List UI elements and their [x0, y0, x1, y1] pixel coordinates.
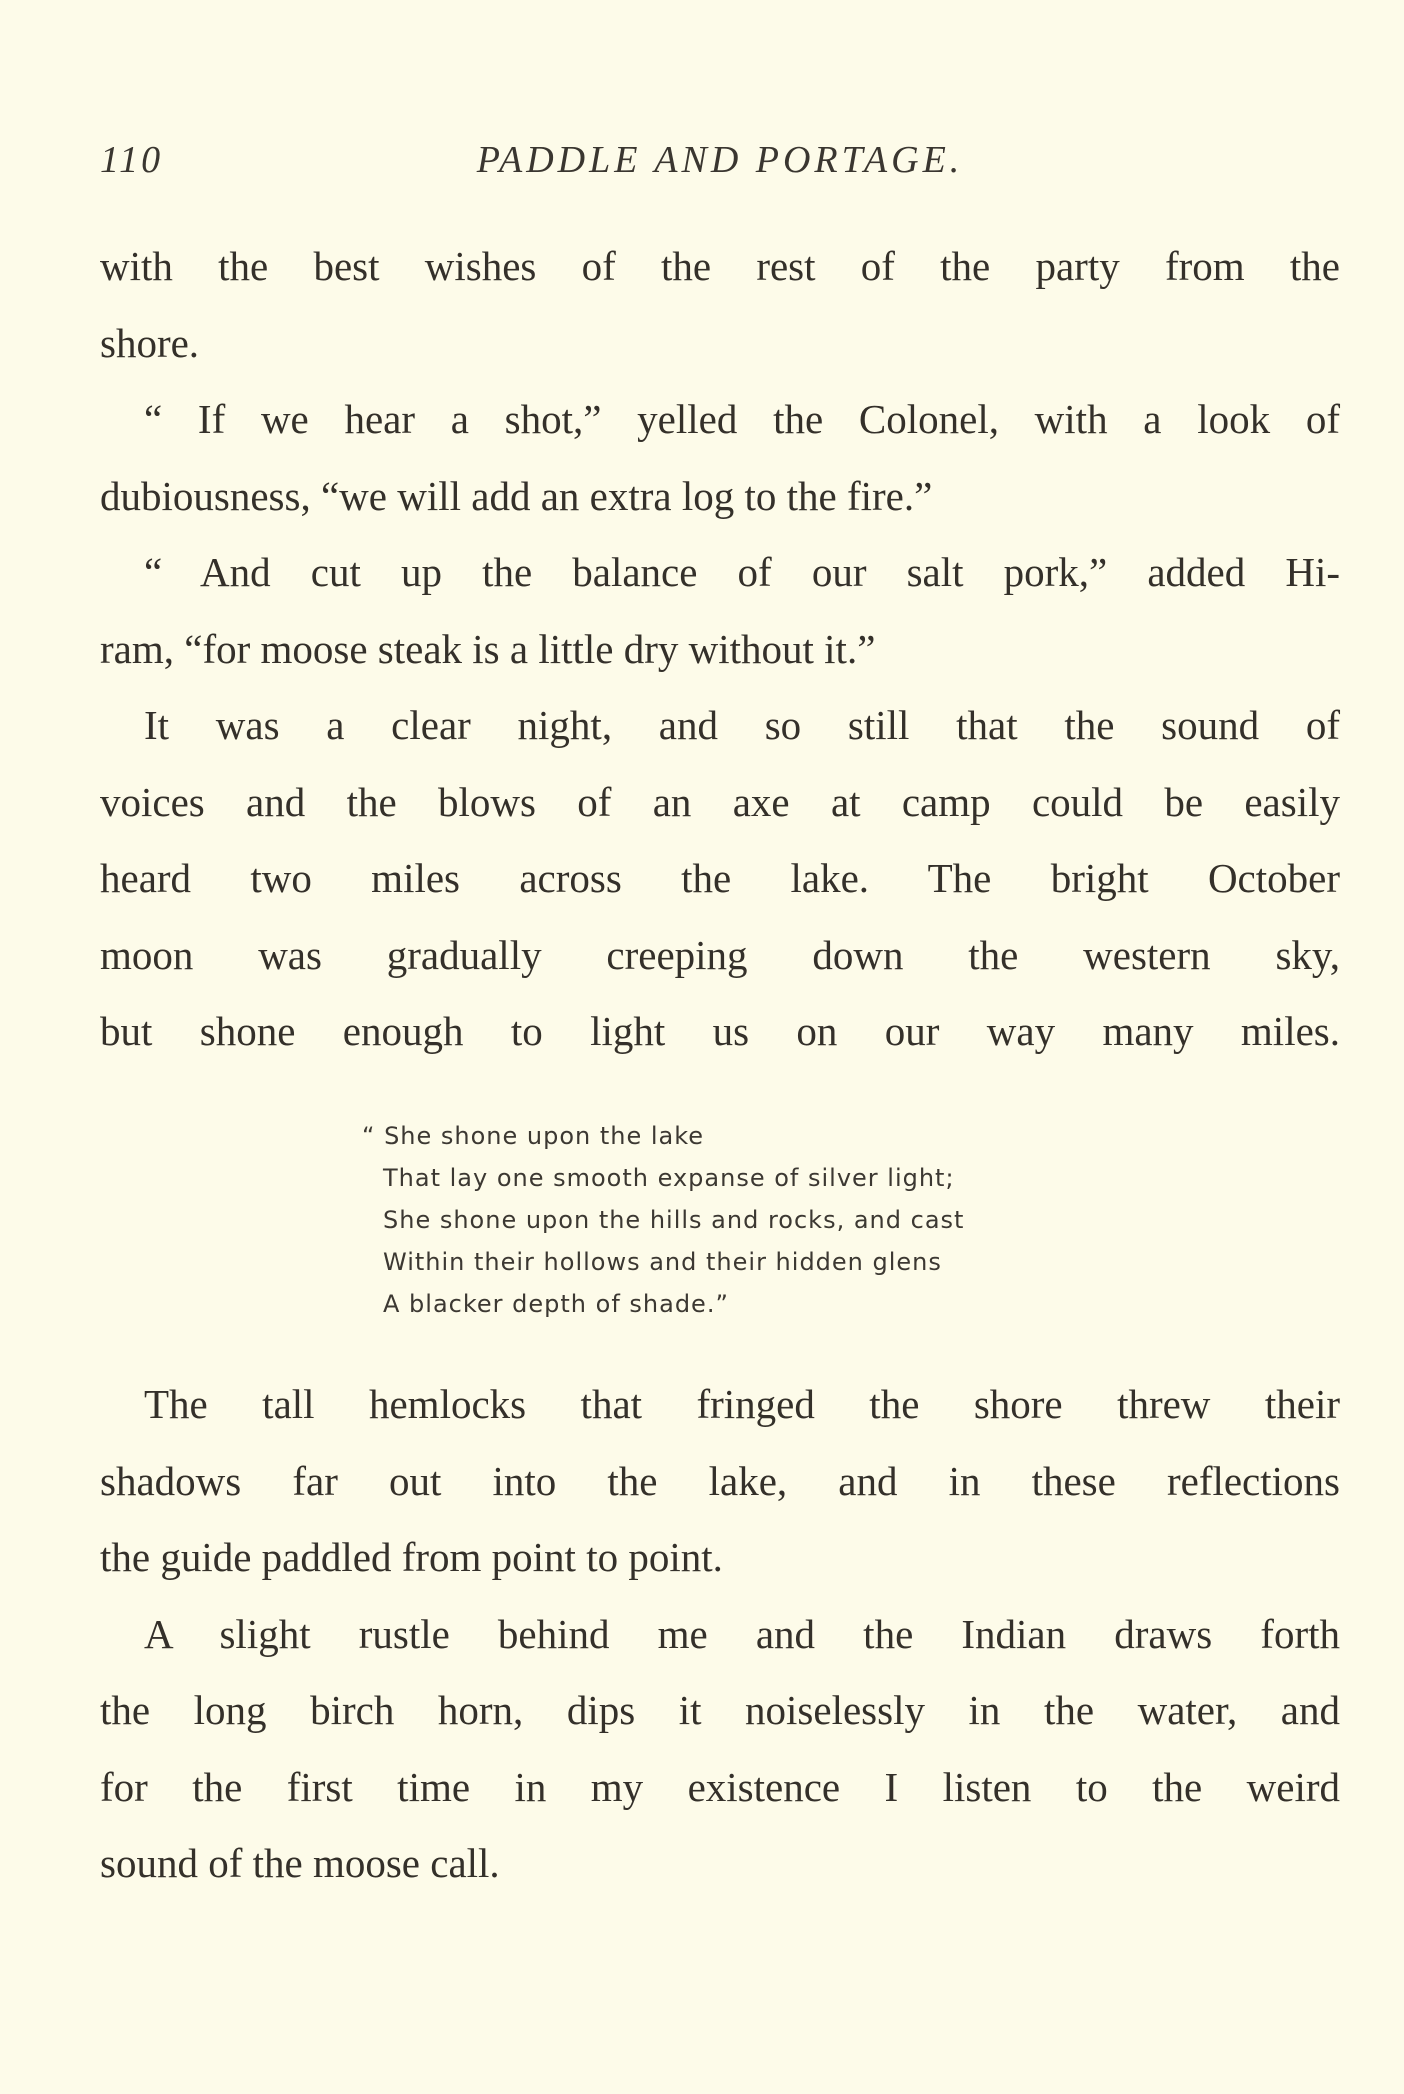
text-line: “ And cut up the balance of our salt pork,” added Hi- — [144, 549, 1340, 595]
paragraph-hiram — [100, 534, 1340, 687]
running-head — [100, 138, 1340, 198]
text-line: dubiousness, “we will add an extra log to the fire.” — [100, 472, 933, 519]
body-text-upper — [100, 228, 1340, 1070]
body-text-lower — [100, 1366, 1340, 1902]
text-line: The tall hemlocks that fringed the shore threw their — [144, 1381, 1340, 1427]
paragraph-continuation — [100, 228, 1340, 381]
text-line: the long birch horn, dips it noiselessly in the water, and — [100, 1687, 1340, 1733]
poem-line: She shone upon the hills and rocks, and cast — [383, 1206, 965, 1234]
text-line: shadows far out into the lake, and in these reflections — [100, 1457, 1340, 1504]
paragraph-moose-call — [100, 1596, 1340, 1902]
text-line: heard two miles across the lake. The bright October — [100, 855, 1340, 901]
text-line: shore. — [100, 319, 200, 366]
poem-line: That lay one smooth expanse of silver light; — [383, 1164, 955, 1192]
poem-line: “ She shone upon the lake — [362, 1122, 705, 1150]
text-line: for the first time in my existence I listen to the weird — [100, 1763, 1340, 1810]
text-line: sound of the moose call. — [100, 1840, 500, 1886]
paragraph-hemlocks — [100, 1366, 1340, 1596]
paragraph-night — [100, 687, 1340, 1070]
text-line: “ If we hear a shot,” yelled the Colonel, with a look of — [144, 396, 1340, 442]
poem-line: A blacker depth of shade.” — [383, 1290, 729, 1318]
paragraph-colonel — [100, 381, 1340, 534]
page-number: 110 — [100, 139, 164, 181]
text-line: but shone enough to light us on our way many miles. — [100, 1008, 1340, 1054]
text-line: ram, “for moose steak is a little dry without it.” — [100, 625, 876, 672]
text-line: A slight rustle behind me and the Indian draws forth — [144, 1610, 1340, 1657]
poem-line: Within their hollows and their hidden glens — [383, 1248, 942, 1276]
text-line: It was a clear night, and so still that the sound of — [144, 702, 1340, 748]
poem-quotation — [362, 1115, 964, 1325]
text-line: with the best wishes of the rest of the party from the — [100, 243, 1340, 289]
text-line: voices and the blows of an axe at camp could be easily — [100, 778, 1340, 825]
running-title: PADDLE AND PORTAGE. — [476, 139, 964, 181]
text-line: moon was gradually creeping down the western sky, — [100, 931, 1340, 978]
text-line: the guide paddled from point to point. — [100, 1534, 723, 1580]
